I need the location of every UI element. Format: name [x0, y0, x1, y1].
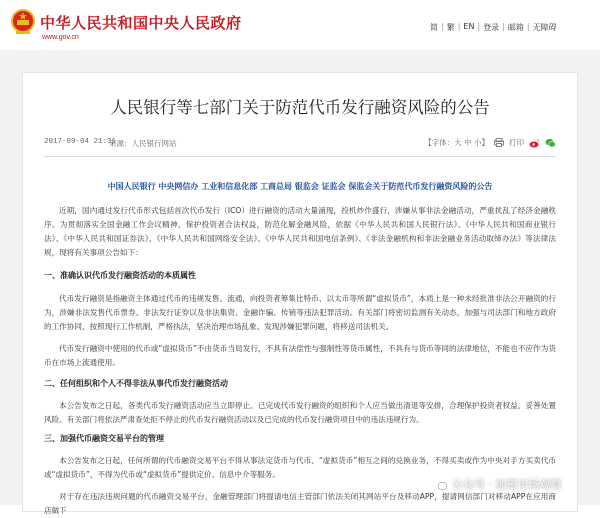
section-2-paragraph: 本公告发布之日起，各类代币发行融资活动应当立即停止。已完成代币发行融资的组织和个人应当做出清退等安排，合理保护投资者权益，妥善处置风险。有关部门将依法严肃查处拒不停止的代币发行融资活动以及已完成的代币发行融资项目中的违法违规行为。 — [44, 401, 556, 424]
nav-login[interactable]: 登录 — [483, 23, 500, 32]
article-title: 人民银行等七部门关于防范代币发行融资风险的公告 — [110, 98, 490, 117]
section-2-heading: 二、任何组织和个人不得非法从事代币发行融资活动 — [44, 379, 228, 388]
article-source — [109, 138, 177, 149]
intro-paragraph: 近期，国内通过发行代币形式包括首次代币发行（ICO）进行融资的活动大量涌现，投机炒作盛行，涉嫌从事非法金融活动，严重扰乱了经济金融秩序。为贯彻落实全国金融工作会议精神，保护投资者合法权益，防范化解金融风险，依据《中华人民共和国人民银行法》、《中华人民共和国商业银行法》、《中华人民共和国证券法》、《中华人民共和国网络安全法》、《中华人民共和国电信条例》、《非法金融机构和非法金融业务活动取缔办法》等法律法规，现将有关事项公告如下： — [44, 206, 556, 257]
national-emblem-icon — [10, 8, 36, 36]
print-icon[interactable] — [494, 138, 504, 147]
font-size-close: 】 — [481, 138, 489, 147]
weibo-share-icon[interactable] — [529, 138, 540, 148]
nav-traditional[interactable]: 繁 — [446, 23, 455, 32]
issuing-authorities: 中国人民银行 中央网信办 工业和信息化部 工商总局 银监会 证监会 保监会关于防范代币发行融资风险的公告 — [107, 182, 493, 191]
section-3-heading: 三、加强代币融资交易平台的管理 — [44, 434, 164, 443]
font-small-button[interactable]: 小 — [474, 138, 482, 147]
source-label: 来源： — [109, 139, 132, 148]
section-1-heading: 一、准确认识代币发行融资活动的本质属性 — [44, 271, 196, 280]
top-nav: 简 | 繁 | EN | 登录 | 邮箱 | 无障碍 — [430, 22, 557, 32]
font-medium-button[interactable]: 中 — [464, 138, 472, 147]
section-1-paragraph-1: 代币发行融资是指融资主体通过代币的违规发售、流通，向投资者筹集比特币、以太币等所谓“虚拟货币”，本质上是一种未经批准非法公开融资的行为，涉嫌非法发售代币票券、非法发行证券以及非法集资、金融诈骗、传销等违法犯罪活动。有关部门将密切监测有关动态，加强与司法部门和地方政府的工作协同，按照现行工作机制，严格执法，坚决治理市场乱象。发现涉嫌犯罪问题，将移送司法机关。 — [44, 294, 556, 331]
nav-accessibility[interactable]: 无障碍 — [532, 23, 557, 32]
meta-divider — [44, 156, 556, 157]
nav-english[interactable]: EN — [463, 22, 475, 31]
source-name: 人民银行网站 — [131, 139, 177, 148]
font-large-button[interactable]: 大 — [454, 138, 462, 147]
wechat-share-icon[interactable] — [545, 138, 556, 148]
watermark-text: 公众号 · 加密市场观察 — [452, 478, 562, 491]
nav-simplified[interactable]: 简 — [430, 23, 438, 32]
wechat-watermark-icon — [432, 477, 448, 491]
site-title[interactable]: 中华人民共和国中央人民政府 — [40, 14, 242, 32]
article-tools — [424, 137, 556, 148]
site-domain: www.gov.cn — [42, 34, 79, 41]
nav-mail[interactable]: 邮箱 — [507, 23, 524, 32]
section-3-paragraph-1: 本公告发布之日起，任何所谓的代币融资交易平台不得从事法定货币与代币、“虚拟货币”相互之间的兑换业务，不得买卖或作为中央对手方买卖代币或“虚拟货币”，不得为代币或“虚拟货币”提供定价、信息中介等服务。 — [44, 456, 556, 479]
publish-date: 2017-09-04 21:31 — [44, 138, 117, 146]
section-1-paragraph-2: 代币发行融资中使用的代币或“虚拟货币”不由货币当局发行，不具有法偿性与强制性等货币属性，不具有与货币等同的法律地位，不能也不应作为货币在市场上流通使用。 — [44, 344, 556, 367]
print-button[interactable]: 打印 — [509, 138, 524, 147]
font-size-control — [424, 137, 489, 148]
site-header — [0, 0, 600, 50]
section-3-paragraph-2: 对于存在违法违规问题的代币融资交易平台，金融管理部门将提请电信主管部门依法关闭其网站平台及移动APP，提请网信部门对移动APP在应用商店做下 — [44, 492, 556, 515]
watermark — [432, 476, 562, 492]
article-meta — [44, 138, 556, 152]
font-size-label: 【字体： — [424, 138, 455, 147]
